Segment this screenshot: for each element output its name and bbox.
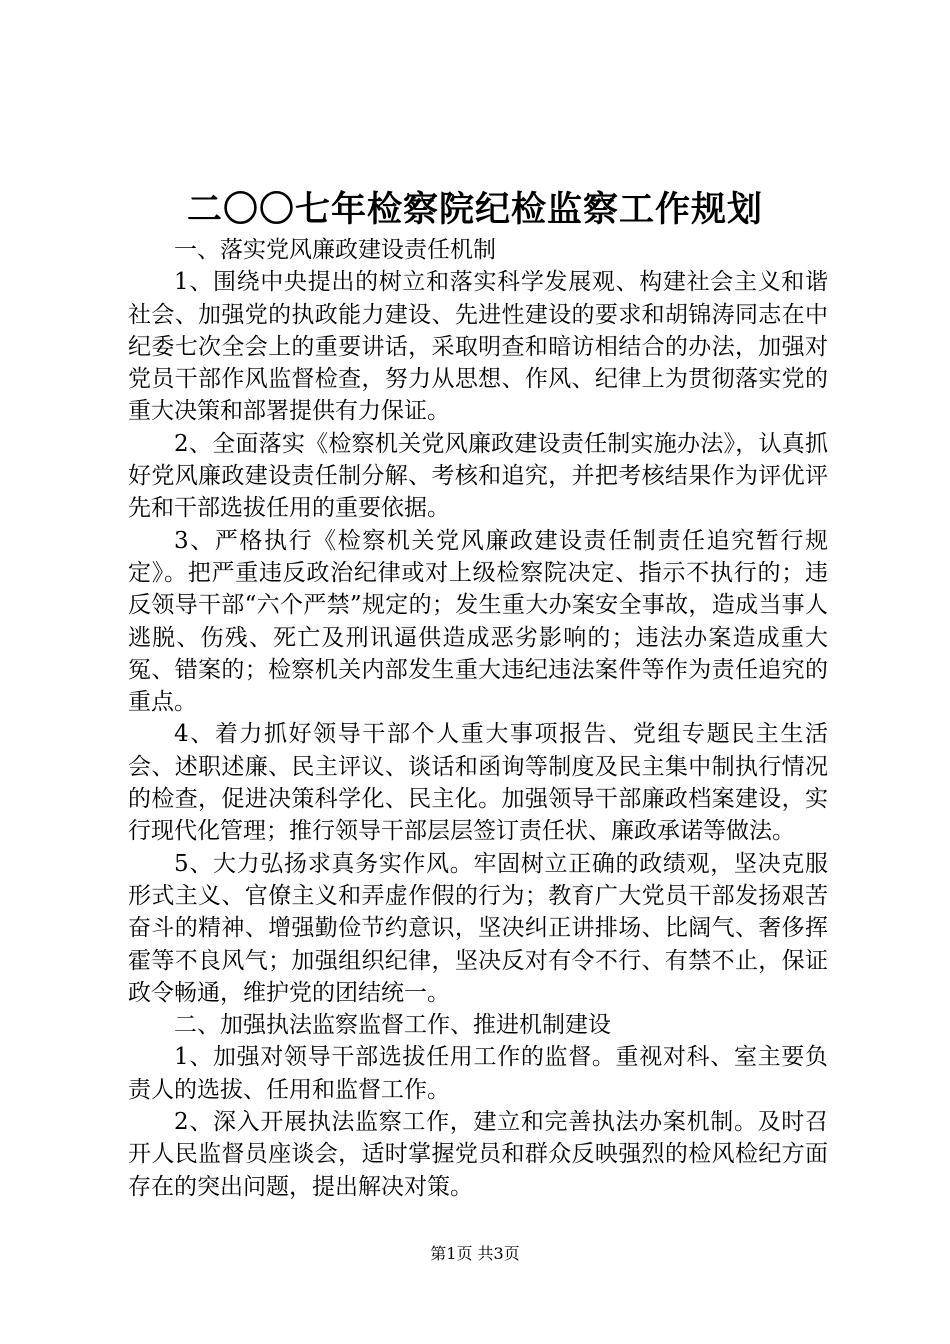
- paragraph: 5、大力弘扬求真务实作风。牢固树立正确的政绩观，坚决克服形式主义、官僚主义和弄虚作假的行为；教育广大党员干部发扬艰苦奋斗的精神、增强勤俭节约意识，坚决纠正讲排场、比阔气、奢侈挥霍等不良风气；加强组织纪律，坚决反对有令不行、有禁不止，保证政令畅通，维护党的团结统一。: [128, 850, 828, 1006]
- paragraph: 1、围绕中央提出的树立和落实科学发展观、构建社会主义和谐社会、加强党的执政能力建设、先进性建设的要求和胡锦涛同志在中纪委七次全会上的重要讲话，采取明查和暗访相结合的办法，加强对党员干部作风监督检查，努力从思想、作风、纪律上为贯彻落实党的重大决策和部署提供有力保证。: [128, 269, 828, 425]
- page-footer: 第1页 共3页: [430, 1244, 520, 1263]
- document-body: [128, 234, 828, 1203]
- paragraph: 2、全面落实《检察机关党风廉政建设责任制实施办法》，认真抓好党风廉政建设责任制分解、考核和追究，并把考核结果作为评优评先和干部选拔任用的重要依据。: [128, 430, 828, 522]
- section-heading-2: 二、加强执法监察监督工作、推进机制建设: [174, 1012, 611, 1039]
- document-title: 二〇〇七年检察院纪检监察工作规划: [186, 189, 763, 230]
- paragraph: 1、加强对领导干部选拔任用工作的监督。重视对科、室主要负责人的选拔、任用和监督工作。: [128, 1044, 828, 1103]
- paragraph: 4、着力抓好领导干部个人重大事项报告、党组专题民主生活会、述职述廉、民主评议、谈话和函询等制度及民主集中制执行情况的检查，促进决策科学化、民主化。加强领导干部廉政档案建设，实行现代化管理；推行领导干部层层签订责任状、廉政承诺等做法。: [128, 721, 828, 845]
- paragraph: 3、严格执行《检察机关党风廉政建设责任制责任追究暂行规定》。把严重违反政治纪律或对上级检察院决定、指示不执行的；违反领导干部“六个严禁”规定的；发生重大办案安全事故，造成当事人逃脱、伤残、死亡及刑讯逼供造成恶劣影响的；违法办案造成重大冤、错案的；检察机关内部发生重大违纪违法案件等作为责任追究的重点。: [128, 527, 828, 716]
- section-heading-1: 一、落实党风廉政建设责任机制: [174, 237, 496, 263]
- paragraph: 2、深入开展执法监察工作，建立和完善执法办案机制。及时召开人民监督员座谈会，适时掌握党员和群众反映强烈的检风检纪方面存在的突出问题，提出解决对策。: [128, 1109, 828, 1200]
